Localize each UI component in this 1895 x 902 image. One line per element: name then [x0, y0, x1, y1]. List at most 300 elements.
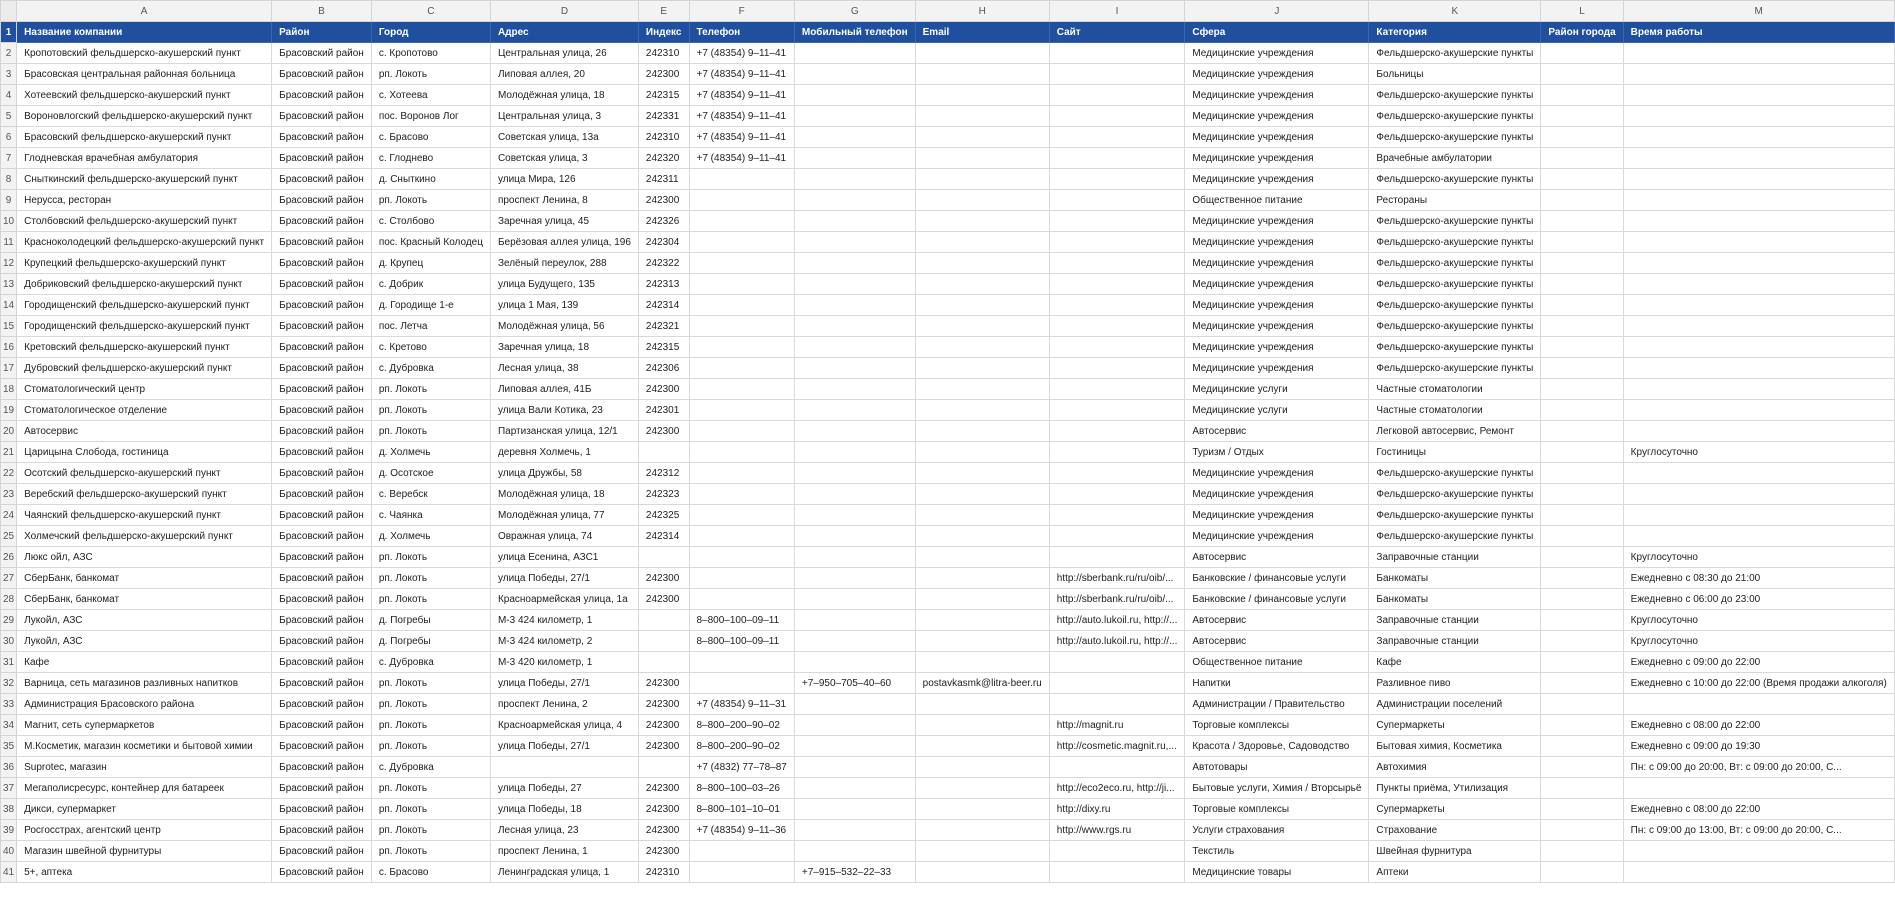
row-number[interactable]: 4 [1, 85, 17, 106]
table-cell[interactable]: Брасовский район [272, 694, 372, 715]
table-cell[interactable] [794, 379, 915, 400]
table-cell[interactable] [1541, 484, 1623, 505]
table-cell[interactable]: Брасовский район [272, 316, 372, 337]
table-cell[interactable] [794, 694, 915, 715]
table-cell[interactable]: Круглосуточно [1623, 610, 1894, 631]
table-cell[interactable]: Фельдшерско-акушерские пункты [1369, 295, 1541, 316]
table-cell[interactable] [794, 652, 915, 673]
table-cell[interactable]: Медицинские учреждения [1185, 106, 1369, 127]
table-cell[interactable]: д. Крупец [371, 253, 490, 274]
table-cell[interactable] [1049, 379, 1185, 400]
table-cell[interactable] [1049, 148, 1185, 169]
table-cell[interactable]: Брасовский район [272, 253, 372, 274]
table-cell[interactable]: Медицинские учреждения [1185, 127, 1369, 148]
table-cell[interactable]: Крупецкий фельдшерско-акушерский пункт [17, 253, 272, 274]
table-cell[interactable] [794, 841, 915, 862]
row-number[interactable]: 17 [1, 358, 17, 379]
table-cell[interactable] [1541, 610, 1623, 631]
table-cell[interactable] [1541, 505, 1623, 526]
table-cell[interactable]: 242313 [638, 274, 689, 295]
table-cell[interactable] [1049, 841, 1185, 862]
row-number[interactable]: 34 [1, 715, 17, 736]
table-cell[interactable] [1541, 757, 1623, 778]
table-cell[interactable]: Администрация Брасовского района [17, 694, 272, 715]
table-cell[interactable]: улица 1 Мая, 139 [490, 295, 638, 316]
table-cell[interactable]: Брасовский район [272, 484, 372, 505]
table-cell[interactable]: Брасовский район [272, 736, 372, 757]
table-cell[interactable]: 242300 [638, 820, 689, 841]
table-cell[interactable] [794, 148, 915, 169]
table-cell[interactable]: улица Победы, 27 [490, 778, 638, 799]
table-cell[interactable] [689, 274, 794, 295]
row-number[interactable]: 9 [1, 190, 17, 211]
table-cell[interactable]: Врачебные амбулатории [1369, 148, 1541, 169]
table-cell[interactable] [794, 400, 915, 421]
table-cell[interactable] [490, 757, 638, 778]
table-cell[interactable]: Лукойл, АЗС [17, 610, 272, 631]
table-cell[interactable]: Медицинские учреждения [1185, 274, 1369, 295]
table-cell[interactable]: Брасовская центральная районная больница [17, 64, 272, 85]
table-cell[interactable]: +7 (48354) 9–11–31 [689, 694, 794, 715]
table-cell[interactable]: 242315 [638, 337, 689, 358]
table-cell[interactable]: рп. Локоть [371, 379, 490, 400]
table-cell[interactable]: с. Дубровка [371, 652, 490, 673]
row-number[interactable]: 10 [1, 211, 17, 232]
table-cell[interactable] [1623, 862, 1894, 883]
table-cell[interactable]: 8–800–100–09–11 [689, 631, 794, 652]
table-cell[interactable]: пос. Красный Колодец [371, 232, 490, 253]
table-cell[interactable] [1623, 43, 1894, 64]
table-cell[interactable]: Медицинские учреждения [1185, 337, 1369, 358]
row-number[interactable]: 15 [1, 316, 17, 337]
table-cell[interactable]: улица Победы, 27/1 [490, 568, 638, 589]
table-cell[interactable] [1541, 736, 1623, 757]
row-number[interactable]: 39 [1, 820, 17, 841]
table-cell[interactable] [915, 631, 1049, 652]
table-cell[interactable] [1541, 442, 1623, 463]
table-cell[interactable] [689, 505, 794, 526]
table-cell[interactable]: рп. Локоть [371, 589, 490, 610]
table-cell[interactable]: Фельдшерско-акушерские пункты [1369, 253, 1541, 274]
table-cell[interactable] [689, 295, 794, 316]
table-cell[interactable]: Брасовский район [272, 169, 372, 190]
table-cell[interactable] [1049, 85, 1185, 106]
table-cell[interactable]: 8–800–100–09–11 [689, 610, 794, 631]
table-cell[interactable] [794, 715, 915, 736]
table-cell[interactable]: Ежедневно с 08:30 до 21:00 [1623, 568, 1894, 589]
table-cell[interactable] [1049, 106, 1185, 127]
column-letter-l[interactable]: L [1541, 1, 1623, 22]
table-cell[interactable]: Брасовский район [272, 148, 372, 169]
table-cell[interactable]: 242310 [638, 862, 689, 883]
table-cell[interactable] [1541, 85, 1623, 106]
table-cell[interactable]: Глодневская врачебная амбулатория [17, 148, 272, 169]
table-cell[interactable] [1541, 631, 1623, 652]
table-cell[interactable]: Кафе [1369, 652, 1541, 673]
table-cell[interactable]: 242331 [638, 106, 689, 127]
table-cell[interactable] [794, 211, 915, 232]
header-cell[interactable]: Адрес [490, 22, 638, 43]
table-cell[interactable]: Брасовский район [272, 190, 372, 211]
table-cell[interactable] [1623, 358, 1894, 379]
table-cell[interactable]: Медицинские учреждения [1185, 316, 1369, 337]
header-cell[interactable]: Название компании [17, 22, 272, 43]
table-cell[interactable]: 242311 [638, 169, 689, 190]
row-number[interactable]: 6 [1, 127, 17, 148]
header-cell[interactable]: Район [272, 22, 372, 43]
table-cell[interactable] [915, 736, 1049, 757]
row-number[interactable]: 13 [1, 274, 17, 295]
column-letter-f[interactable]: F [689, 1, 794, 22]
row-number[interactable]: 29 [1, 610, 17, 631]
table-cell[interactable]: Медицинские учреждения [1185, 295, 1369, 316]
table-cell[interactable] [1049, 442, 1185, 463]
table-cell[interactable] [1049, 295, 1185, 316]
table-cell[interactable]: Брасовский район [272, 358, 372, 379]
header-cell[interactable]: Город [371, 22, 490, 43]
table-cell[interactable] [689, 484, 794, 505]
table-cell[interactable]: с. Дубровка [371, 757, 490, 778]
table-cell[interactable] [794, 589, 915, 610]
table-cell[interactable]: пос. Летча [371, 316, 490, 337]
header-cell[interactable]: Район города [1541, 22, 1623, 43]
table-cell[interactable]: Брасовский район [272, 211, 372, 232]
table-cell[interactable] [794, 484, 915, 505]
table-cell[interactable] [915, 64, 1049, 85]
table-cell[interactable]: Брасовский район [272, 64, 372, 85]
table-cell[interactable]: 242321 [638, 316, 689, 337]
table-cell[interactable]: Медицинские учреждения [1185, 148, 1369, 169]
table-cell[interactable] [689, 652, 794, 673]
table-cell[interactable]: Брасовский район [272, 820, 372, 841]
table-cell[interactable] [689, 253, 794, 274]
table-cell[interactable] [915, 568, 1049, 589]
table-cell[interactable]: Пункты приёма, Утилизация [1369, 778, 1541, 799]
table-cell[interactable]: с. Брасово [371, 862, 490, 883]
table-cell[interactable]: Брасовский район [272, 568, 372, 589]
table-cell[interactable] [1623, 505, 1894, 526]
table-cell[interactable]: Медицинские учреждения [1185, 64, 1369, 85]
table-cell[interactable] [794, 295, 915, 316]
table-cell[interactable]: с. Кретово [371, 337, 490, 358]
table-cell[interactable]: рп. Локоть [371, 400, 490, 421]
table-cell[interactable]: 8–800–100–03–26 [689, 778, 794, 799]
table-cell[interactable] [1541, 778, 1623, 799]
table-cell[interactable]: +7 (4832) 77–78–87 [689, 757, 794, 778]
table-cell[interactable]: Банкоматы [1369, 568, 1541, 589]
table-cell[interactable]: Стоматологическое отделение [17, 400, 272, 421]
table-cell[interactable] [1049, 358, 1185, 379]
table-cell[interactable]: 242314 [638, 526, 689, 547]
table-cell[interactable] [689, 673, 794, 694]
table-cell[interactable]: 242300 [638, 190, 689, 211]
table-cell[interactable]: http://dixy.ru [1049, 799, 1185, 820]
table-cell[interactable]: Брасовский район [272, 778, 372, 799]
table-cell[interactable] [1049, 757, 1185, 778]
table-cell[interactable]: Автосервис [1185, 421, 1369, 442]
table-cell[interactable]: Ежедневно с 09:00 до 22:00 [1623, 652, 1894, 673]
row-number[interactable]: 37 [1, 778, 17, 799]
table-cell[interactable]: Медицинские услуги [1185, 379, 1369, 400]
table-cell[interactable]: +7 (48354) 9–11–36 [689, 820, 794, 841]
table-cell[interactable]: Берёзовая аллея улица, 196 [490, 232, 638, 253]
table-cell[interactable]: Ежедневно с 10:00 до 22:00 (Время продажи алкоголя) [1623, 673, 1894, 694]
row-number[interactable]: 31 [1, 652, 17, 673]
row-number[interactable]: 14 [1, 295, 17, 316]
table-cell[interactable]: 8–800–200–90–02 [689, 736, 794, 757]
table-cell[interactable] [1541, 106, 1623, 127]
table-cell[interactable]: Автосервис [17, 421, 272, 442]
table-cell[interactable]: 242300 [638, 379, 689, 400]
table-cell[interactable]: М-3 424 километр, 2 [490, 631, 638, 652]
table-cell[interactable] [915, 379, 1049, 400]
row-number[interactable]: 19 [1, 400, 17, 421]
table-cell[interactable]: Фельдшерско-акушерские пункты [1369, 169, 1541, 190]
table-cell[interactable] [915, 400, 1049, 421]
table-cell[interactable]: Пн: с 09:00 до 20:00, Вт: с 09:00 до 20:00, С... [1623, 757, 1894, 778]
row-number[interactable]: 36 [1, 757, 17, 778]
table-cell[interactable] [915, 169, 1049, 190]
table-cell[interactable]: рп. Локоть [371, 547, 490, 568]
table-cell[interactable]: Автохимия [1369, 757, 1541, 778]
table-cell[interactable]: Лукойл, АЗС [17, 631, 272, 652]
table-cell[interactable] [794, 610, 915, 631]
table-cell[interactable] [638, 631, 689, 652]
table-cell[interactable]: 242326 [638, 211, 689, 232]
table-cell[interactable]: Стоматологический центр [17, 379, 272, 400]
table-cell[interactable]: http://auto.lukoil.ru, http://... [1049, 631, 1185, 652]
table-cell[interactable]: +7 (48354) 9–11–41 [689, 64, 794, 85]
table-cell[interactable]: Брасовский район [272, 379, 372, 400]
table-cell[interactable]: Брасовский район [272, 85, 372, 106]
table-cell[interactable]: д. Осотское [371, 463, 490, 484]
table-cell[interactable] [794, 127, 915, 148]
row-number[interactable]: 12 [1, 253, 17, 274]
row-number[interactable]: 38 [1, 799, 17, 820]
table-cell[interactable]: Бытовая химия, Косметика [1369, 736, 1541, 757]
table-cell[interactable] [1049, 421, 1185, 442]
table-cell[interactable]: Текстиль [1185, 841, 1369, 862]
table-cell[interactable] [915, 274, 1049, 295]
table-cell[interactable]: Фельдшерско-акушерские пункты [1369, 274, 1541, 295]
table-cell[interactable]: Дубровский фельдшерско-акушерский пункт [17, 358, 272, 379]
column-letter-h[interactable]: H [915, 1, 1049, 22]
table-cell[interactable]: Фельдшерско-акушерские пункты [1369, 337, 1541, 358]
table-cell[interactable] [915, 505, 1049, 526]
table-cell[interactable] [1541, 43, 1623, 64]
table-cell[interactable] [794, 442, 915, 463]
table-cell[interactable]: postavkasmk@litra-beer.ru [915, 673, 1049, 694]
table-cell[interactable]: Магазин швейной фурнитуры [17, 841, 272, 862]
table-cell[interactable] [794, 337, 915, 358]
table-cell[interactable]: Осотский фельдшерско-акушерский пункт [17, 463, 272, 484]
table-cell[interactable]: 242304 [638, 232, 689, 253]
table-cell[interactable] [794, 232, 915, 253]
table-cell[interactable]: Фельдшерско-акушерские пункты [1369, 211, 1541, 232]
table-cell[interactable]: рп. Локоть [371, 778, 490, 799]
table-cell[interactable] [794, 190, 915, 211]
table-cell[interactable]: Фельдшерско-акушерские пункты [1369, 85, 1541, 106]
table-cell[interactable] [915, 232, 1049, 253]
table-cell[interactable] [1049, 211, 1185, 232]
table-cell[interactable] [1541, 358, 1623, 379]
table-cell[interactable]: с. Чаянка [371, 505, 490, 526]
table-cell[interactable] [1541, 799, 1623, 820]
table-cell[interactable] [689, 358, 794, 379]
row-number[interactable]: 32 [1, 673, 17, 694]
table-cell[interactable]: Круглосуточно [1623, 442, 1894, 463]
table-cell[interactable] [794, 358, 915, 379]
table-cell[interactable] [1623, 421, 1894, 442]
header-cell[interactable]: Email [915, 22, 1049, 43]
table-cell[interactable]: рп. Локоть [371, 421, 490, 442]
table-cell[interactable]: Пн: с 09:00 до 13:00, Вт: с 09:00 до 20:00, С... [1623, 820, 1894, 841]
table-cell[interactable] [689, 589, 794, 610]
table-cell[interactable] [1541, 232, 1623, 253]
table-cell[interactable]: Фельдшерско-акушерские пункты [1369, 127, 1541, 148]
table-cell[interactable]: 242300 [638, 799, 689, 820]
table-cell[interactable]: http://cosmetic.magnit.ru,... [1049, 736, 1185, 757]
row-number[interactable]: 7 [1, 148, 17, 169]
table-cell[interactable]: Медицинские учреждения [1185, 505, 1369, 526]
table-cell[interactable]: с. Добрик [371, 274, 490, 295]
table-cell[interactable]: +7–950–705–40–60 [794, 673, 915, 694]
table-cell[interactable] [1049, 43, 1185, 64]
table-cell[interactable]: с. Кропотово [371, 43, 490, 64]
table-cell[interactable] [1623, 169, 1894, 190]
table-cell[interactable]: деревня Холмечь, 1 [490, 442, 638, 463]
table-cell[interactable] [1541, 148, 1623, 169]
column-letter-b[interactable]: B [272, 1, 372, 22]
table-cell[interactable]: 242322 [638, 253, 689, 274]
table-cell[interactable] [794, 253, 915, 274]
table-cell[interactable] [1623, 526, 1894, 547]
row-number[interactable]: 33 [1, 694, 17, 715]
table-cell[interactable]: Центральная улица, 3 [490, 106, 638, 127]
table-cell[interactable]: Молодёжная улица, 77 [490, 505, 638, 526]
table-cell[interactable]: Администрации / Правительство [1185, 694, 1369, 715]
table-cell[interactable]: рп. Локоть [371, 736, 490, 757]
table-cell[interactable]: 242310 [638, 127, 689, 148]
table-cell[interactable]: +7 (48354) 9–11–41 [689, 85, 794, 106]
table-cell[interactable]: с. Брасово [371, 127, 490, 148]
table-cell[interactable] [689, 190, 794, 211]
table-cell[interactable] [689, 463, 794, 484]
table-cell[interactable]: +7 (48354) 9–11–41 [689, 148, 794, 169]
table-cell[interactable] [1541, 841, 1623, 862]
row-number[interactable]: 23 [1, 484, 17, 505]
table-cell[interactable]: Бытовые услуги, Химия / Вторсырьё [1185, 778, 1369, 799]
table-cell[interactable]: Фельдшерско-акушерские пункты [1369, 43, 1541, 64]
table-cell[interactable] [794, 757, 915, 778]
table-cell[interactable]: с. Глоднево [371, 148, 490, 169]
table-cell[interactable] [794, 820, 915, 841]
table-cell[interactable]: улица Вали Котика, 23 [490, 400, 638, 421]
table-cell[interactable]: Брасовский район [272, 106, 372, 127]
table-cell[interactable]: Администрации поселений [1369, 694, 1541, 715]
table-cell[interactable]: с. Веребск [371, 484, 490, 505]
table-cell[interactable] [915, 148, 1049, 169]
table-cell[interactable]: Заправочные станции [1369, 631, 1541, 652]
table-cell[interactable]: 242300 [638, 568, 689, 589]
table-cell[interactable] [1623, 127, 1894, 148]
table-cell[interactable]: рп. Локоть [371, 673, 490, 694]
table-cell[interactable]: 242300 [638, 589, 689, 610]
table-cell[interactable]: Брасовский район [272, 862, 372, 883]
table-cell[interactable]: Брасовский район [272, 652, 372, 673]
table-cell[interactable] [915, 127, 1049, 148]
table-cell[interactable]: с. Хотеева [371, 85, 490, 106]
row-number[interactable]: 41 [1, 862, 17, 883]
table-cell[interactable] [915, 547, 1049, 568]
table-cell[interactable]: +7–915–532–22–33 [794, 862, 915, 883]
table-cell[interactable] [689, 547, 794, 568]
table-cell[interactable]: 242315 [638, 85, 689, 106]
table-cell[interactable]: Банковские / финансовые услуги [1185, 589, 1369, 610]
table-cell[interactable]: Лесная улица, 38 [490, 358, 638, 379]
table-cell[interactable]: Кафе [17, 652, 272, 673]
table-cell[interactable]: Туризм / Отдых [1185, 442, 1369, 463]
table-cell[interactable]: http://sberbank.ru/ru/oib/... [1049, 568, 1185, 589]
table-cell[interactable] [1541, 337, 1623, 358]
table-cell[interactable]: Медицинские учреждения [1185, 358, 1369, 379]
table-cell[interactable] [1049, 190, 1185, 211]
table-cell[interactable] [1049, 316, 1185, 337]
table-cell[interactable] [1049, 463, 1185, 484]
row-number[interactable]: 16 [1, 337, 17, 358]
table-cell[interactable] [689, 232, 794, 253]
table-cell[interactable]: СберБанк, банкомат [17, 568, 272, 589]
table-cell[interactable] [1541, 253, 1623, 274]
table-cell[interactable] [915, 841, 1049, 862]
table-cell[interactable] [915, 295, 1049, 316]
table-cell[interactable]: Общественное питание [1185, 652, 1369, 673]
header-cell[interactable]: Индекс [638, 22, 689, 43]
row-number[interactable]: 18 [1, 379, 17, 400]
table-cell[interactable] [1541, 169, 1623, 190]
table-cell[interactable]: 242312 [638, 463, 689, 484]
table-cell[interactable]: Фельдшерско-акушерские пункты [1369, 316, 1541, 337]
table-cell[interactable]: Кропотовский фельдшерско-акушерский пункт [17, 43, 272, 64]
table-cell[interactable]: д. Сныткино [371, 169, 490, 190]
table-cell[interactable] [1541, 127, 1623, 148]
table-cell[interactable] [638, 547, 689, 568]
table-cell[interactable] [1623, 85, 1894, 106]
table-cell[interactable]: 242300 [638, 736, 689, 757]
table-cell[interactable]: проспект Ленина, 2 [490, 694, 638, 715]
table-cell[interactable]: Банкоматы [1369, 589, 1541, 610]
table-cell[interactable]: Фельдшерско-акушерские пункты [1369, 526, 1541, 547]
table-cell[interactable]: Брасовский район [272, 232, 372, 253]
table-cell[interactable] [1541, 547, 1623, 568]
table-cell[interactable]: Частные стоматологии [1369, 379, 1541, 400]
table-cell[interactable] [689, 421, 794, 442]
table-cell[interactable]: Зелёный переулок, 288 [490, 253, 638, 274]
table-cell[interactable]: улица Дружбы, 58 [490, 463, 638, 484]
table-cell[interactable] [915, 358, 1049, 379]
table-cell[interactable] [915, 799, 1049, 820]
table-cell[interactable]: Брасовский район [272, 505, 372, 526]
table-cell[interactable] [1541, 421, 1623, 442]
table-cell[interactable]: Медицинские учреждения [1185, 463, 1369, 484]
row-number[interactable]: 24 [1, 505, 17, 526]
table-cell[interactable] [1049, 547, 1185, 568]
table-cell[interactable] [915, 421, 1049, 442]
table-cell[interactable] [1541, 589, 1623, 610]
table-cell[interactable]: Общественное питание [1185, 190, 1369, 211]
table-cell[interactable]: Круглосуточно [1623, 631, 1894, 652]
table-cell[interactable]: Гостиницы [1369, 442, 1541, 463]
